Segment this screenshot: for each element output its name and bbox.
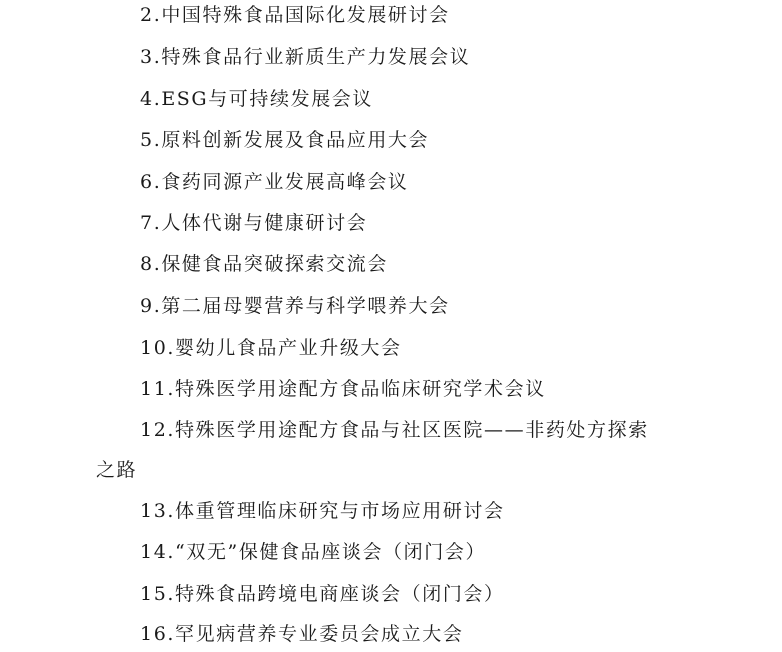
item-text-continuation: 之路 xyxy=(96,459,138,481)
item-number: 12. xyxy=(140,419,176,441)
list-item xyxy=(140,336,402,360)
list-item xyxy=(140,87,373,111)
item-text: “双无”保健食品座谈会（闭门会） xyxy=(175,541,487,563)
item-text: ESG与可持续发展会议 xyxy=(161,88,373,110)
item-number: 10. xyxy=(140,337,176,359)
item-number: 13. xyxy=(140,500,176,522)
list-item xyxy=(140,294,450,318)
list-item xyxy=(140,622,463,646)
list-item xyxy=(140,499,505,523)
list-item-continuation xyxy=(96,458,137,482)
item-text: 罕见病营养专业委员会成立大会 xyxy=(175,623,464,645)
item-text: 保健食品突破探索交流会 xyxy=(161,253,388,275)
item-number: 8. xyxy=(140,253,162,275)
item-number: 15. xyxy=(140,583,176,605)
item-number: 2. xyxy=(140,4,162,26)
item-number: 5. xyxy=(140,129,162,151)
list-item xyxy=(140,540,486,564)
list-item xyxy=(140,252,388,276)
item-number: 4. xyxy=(140,88,162,110)
item-number: 9. xyxy=(140,295,162,317)
item-number: 11. xyxy=(140,378,176,400)
list-item xyxy=(140,211,367,235)
list-item xyxy=(140,418,649,442)
item-number: 3. xyxy=(140,46,162,68)
list-item xyxy=(140,45,470,69)
item-text: 特殊食品行业新质生产力发展会议 xyxy=(161,46,471,68)
list-item xyxy=(140,3,450,27)
list-item xyxy=(140,170,409,194)
item-text: 体重管理临床研究与市场应用研讨会 xyxy=(175,500,505,522)
item-text: 特殊医学用途配方食品临床研究学术会议 xyxy=(175,378,546,400)
list-item xyxy=(140,377,546,401)
item-text: 中国特殊食品国际化发展研讨会 xyxy=(161,4,450,26)
item-number: 16. xyxy=(140,623,176,645)
list-item xyxy=(140,128,429,152)
item-text: 特殊食品跨境电商座谈会（闭门会） xyxy=(175,583,505,605)
list-item xyxy=(140,582,505,606)
item-number: 6. xyxy=(140,171,162,193)
item-text: 婴幼儿食品产业升级大会 xyxy=(175,337,402,359)
item-text: 特殊医学用途配方食品与社区医院——非药处方探索 xyxy=(175,419,649,441)
item-text: 食药同源产业发展高峰会议 xyxy=(161,171,409,193)
item-text: 人体代谢与健康研讨会 xyxy=(161,212,368,234)
item-text: 第二届母婴营养与科学喂养大会 xyxy=(161,295,450,317)
item-number: 14. xyxy=(140,541,176,563)
item-text: 原料创新发展及食品应用大会 xyxy=(161,129,430,151)
item-number: 7. xyxy=(140,212,162,234)
